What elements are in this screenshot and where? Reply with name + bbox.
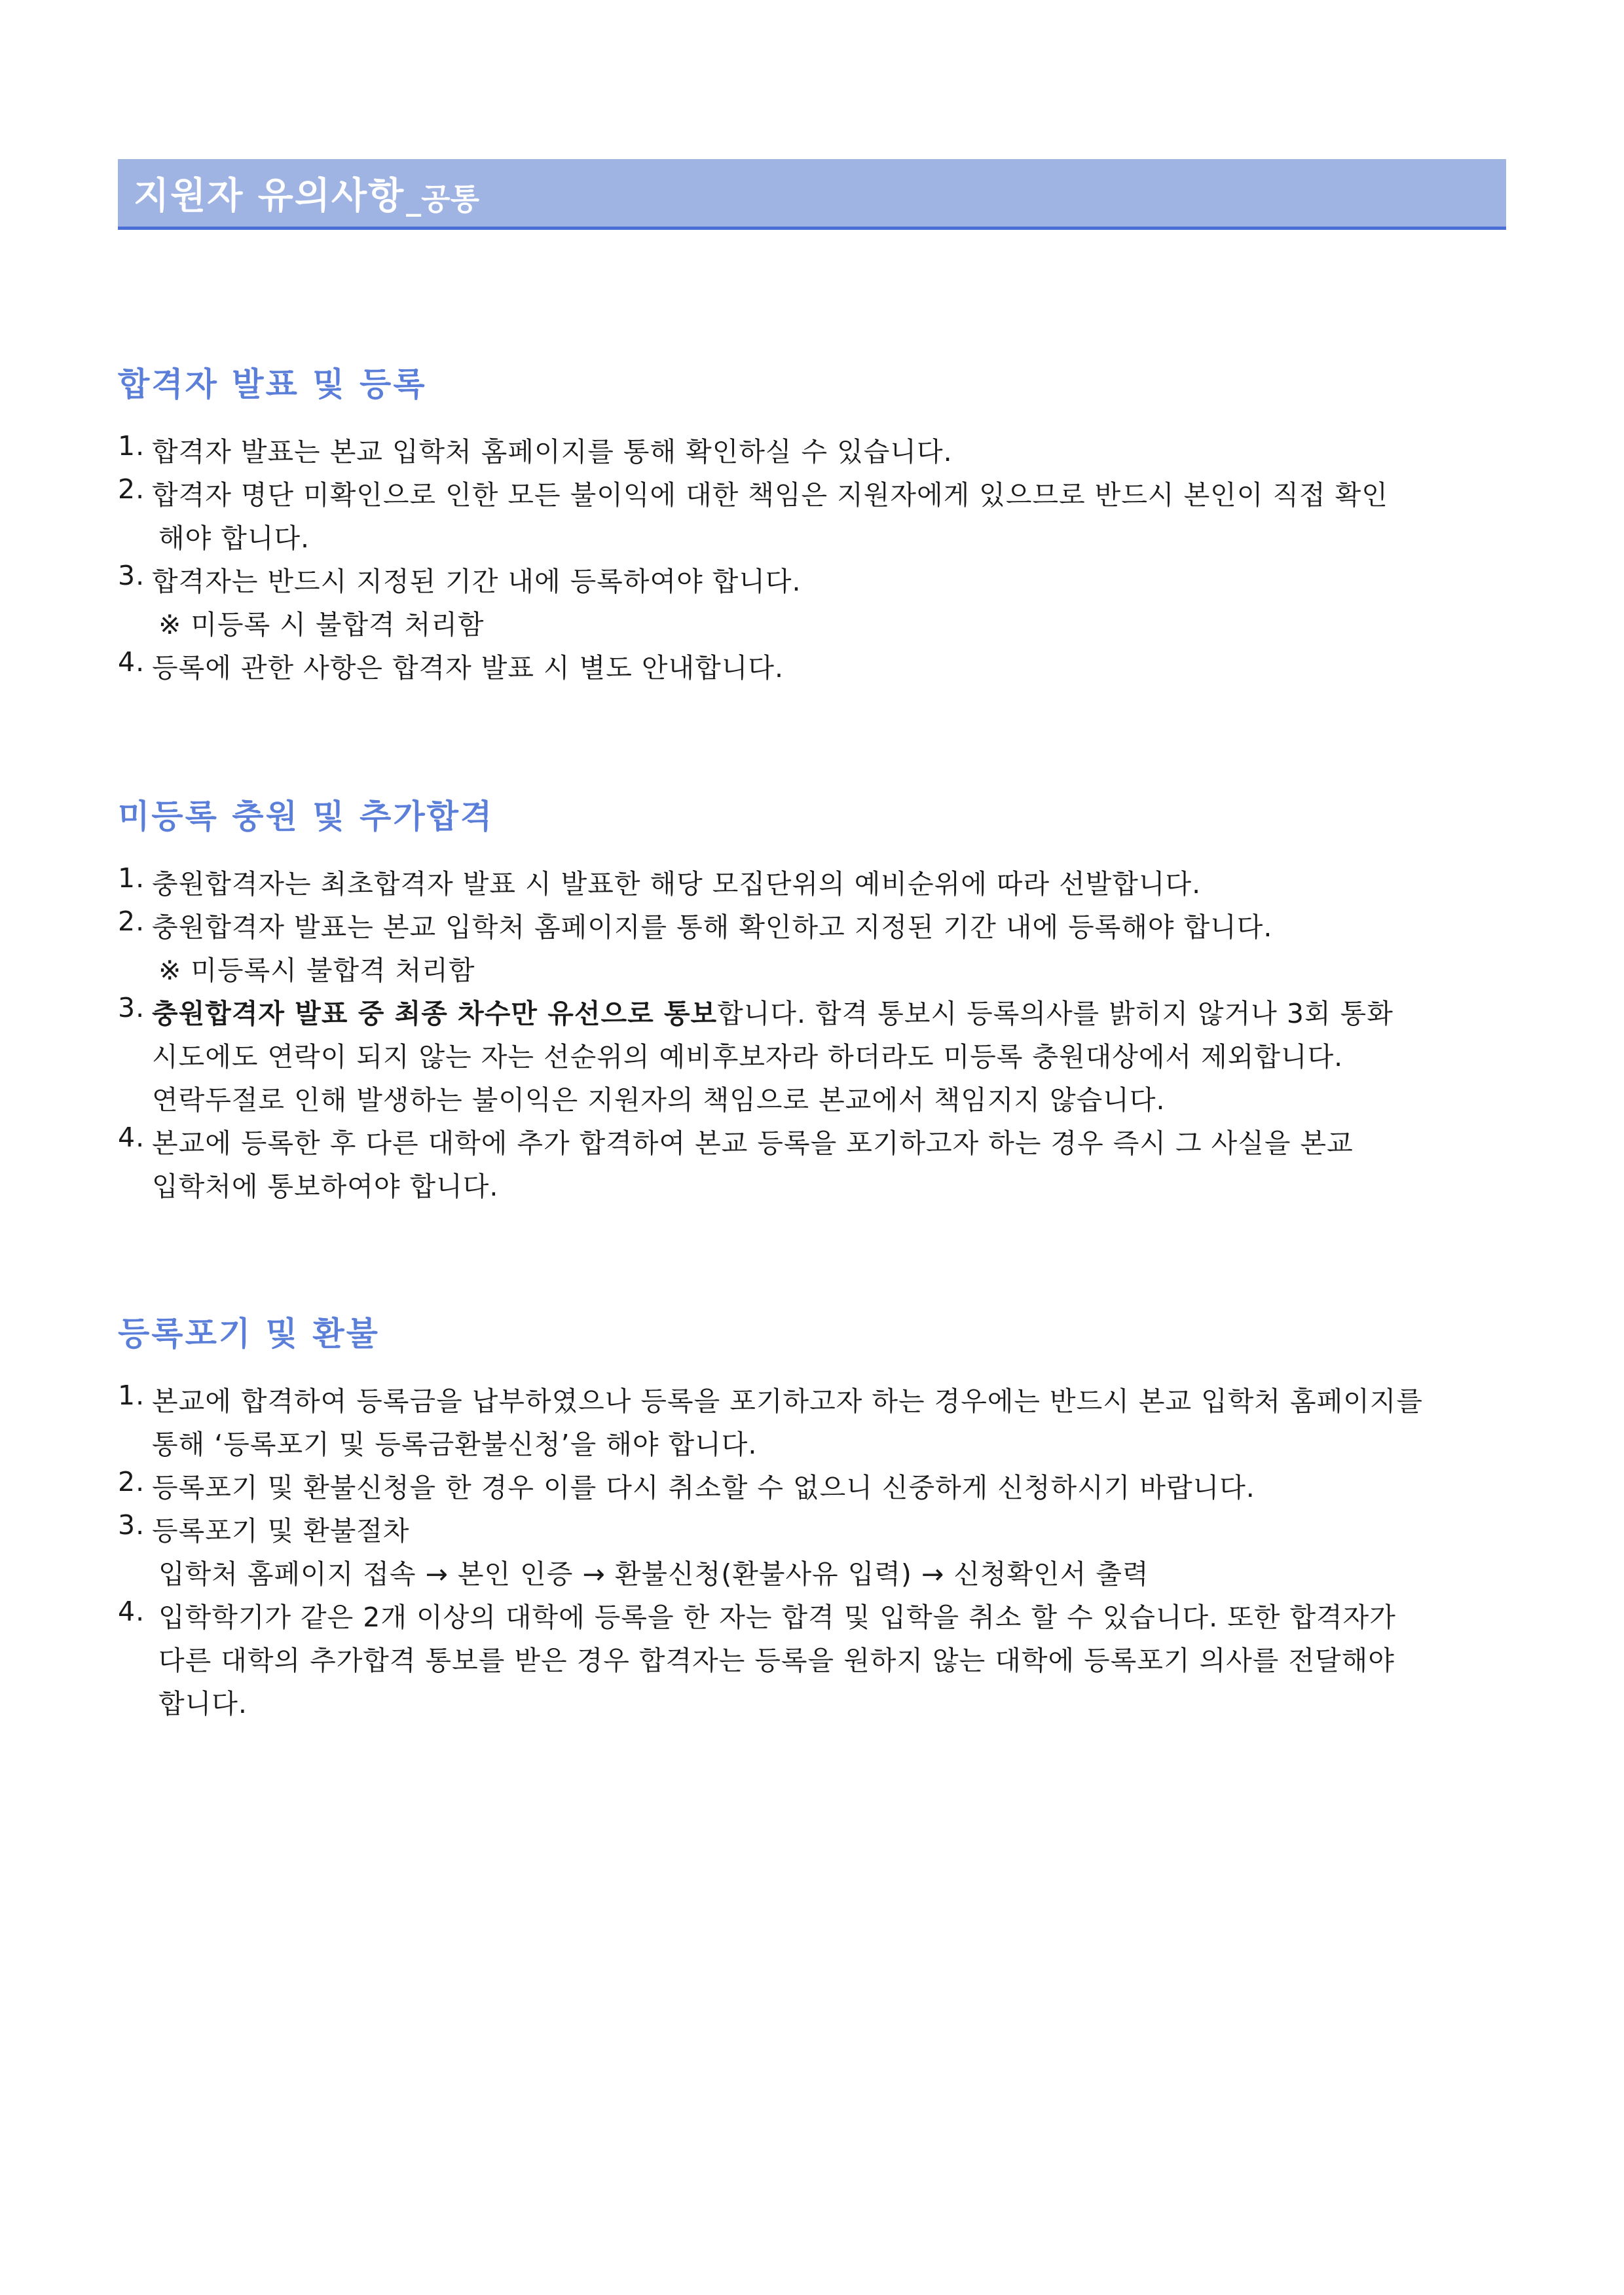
list-item xyxy=(118,1509,1506,1596)
item-list xyxy=(118,430,1506,689)
list-item xyxy=(118,430,1506,473)
item-note: ※ 미등록시 불합격 처리함 xyxy=(158,955,475,986)
list-item xyxy=(118,992,1506,1122)
item-number: 2. xyxy=(118,906,145,937)
section-heading: 합격자 발표 및 등록 xyxy=(118,365,427,403)
list-item xyxy=(118,560,1506,646)
item-number: 1. xyxy=(118,430,145,462)
item-text: 합격자는 반드시 지정된 기간 내에 등록하여야 합니다. xyxy=(152,566,802,597)
item-text: 본교에 합격하여 등록금을 납부하였으나 등록을 포기하고자 하는 경우에는 반드시 본교 입학처 홈페이지를 xyxy=(152,1386,1424,1417)
list-item xyxy=(118,1596,1506,1725)
item-text: 해야 합니다. xyxy=(158,523,310,554)
title-banner xyxy=(118,159,1506,230)
section-cancel-refund xyxy=(118,1313,1506,1725)
list-item xyxy=(118,1380,1506,1466)
item-text: 시도에도 연락이 되지 않는 자는 선순위의 예비후보자라 하더라도 미등록 충원대상에서 제외합니다. xyxy=(152,1041,1344,1073)
section-unregistered-fill xyxy=(118,796,1506,1208)
item-number: 4. xyxy=(118,1122,145,1153)
item-list xyxy=(118,862,1506,1208)
item-bold-text: 충원합격자 발표 중 최종 차수만 유선으로 통보 xyxy=(152,998,718,1029)
item-text: 입학처에 통보하여야 합니다. xyxy=(152,1171,499,1202)
list-item xyxy=(118,1466,1506,1509)
item-text: 합격자 명단 미확인으로 인한 모든 불이익에 대한 책임은 지원자에게 있으므로 반드시 본인이 직접 확인 xyxy=(152,479,1388,511)
section-heading: 미등록 충원 및 추가합격 xyxy=(118,798,494,835)
section-heading: 등록포기 및 환불 xyxy=(118,1315,380,1353)
item-number: 2. xyxy=(118,1466,145,1497)
item-number: 4. xyxy=(118,1596,145,1627)
item-text: 등록에 관한 사항은 합격자 발표 시 별도 안내합니다. xyxy=(152,652,784,684)
item-note: ※ 미등록 시 불합격 처리함 xyxy=(158,609,485,640)
item-text: 등록포기 및 환불절차 xyxy=(152,1515,410,1547)
list-item xyxy=(118,473,1506,560)
item-text: 통해 ‘등록포기 및 등록금환불신청’을 해야 합니다. xyxy=(152,1429,758,1460)
page-title: 지원자 유의사항 xyxy=(134,174,405,217)
list-item xyxy=(118,646,1506,689)
item-text: 충원합격자는 최초합격자 발표 시 발표한 해당 모집단위의 예비순위에 따라 선발합니다. xyxy=(152,868,1202,900)
item-number: 2. xyxy=(118,473,145,505)
item-text: 본교에 등록한 후 다른 대학에 추가 합격하여 본교 등록을 포기하고자 하는 경우 즉시 그 사실을 본교 xyxy=(152,1128,1354,1159)
section-registration xyxy=(118,363,1506,689)
refund-procedure: 입학처 홈페이지 접속 → 본인 인증 → 환불신청(환불사유 입력) → 신청확인서 출력 xyxy=(158,1558,1149,1590)
item-number: 3. xyxy=(118,1509,145,1541)
list-item xyxy=(118,862,1506,906)
item-number: 1. xyxy=(118,862,145,894)
item-number: 3. xyxy=(118,992,145,1023)
item-text: 합격자 발표는 본교 입학처 홈페이지를 통해 확인하실 수 있습니다. xyxy=(152,436,953,468)
item-text: 연락두절로 인해 발생하는 불이익은 지원자의 책임으로 본교에서 책임지지 않습니다. xyxy=(152,1084,1166,1116)
item-text: 등록포기 및 환불신청을 한 경우 이를 다시 취소할 수 없으니 신중하게 신청하시기 바랍니다. xyxy=(152,1472,1255,1503)
list-item xyxy=(118,1122,1506,1208)
item-text: 합니다. 합격 통보시 등록의사를 밝히지 않거나 3회 통화 xyxy=(717,998,1393,1029)
page-title-suffix: _공통 xyxy=(406,181,480,217)
item-list xyxy=(118,1380,1506,1725)
item-text: 충원합격자 발표는 본교 입학처 홈페이지를 통해 확인하고 지정된 기간 내에 등록해야 합니다. xyxy=(152,911,1273,943)
item-text: 다른 대학의 추가합격 통보를 받은 경우 합격자는 등록을 원하지 않는 대학에 등록포기 의사를 전달해야 xyxy=(158,1645,1395,1676)
item-text: 입학학기가 같은 2개 이상의 대학에 등록을 한 자는 합격 및 입학을 취소 할 수 있습니다. 또한 합격자가 xyxy=(158,1602,1396,1633)
item-text: 합니다. xyxy=(158,1688,248,1719)
item-number: 1. xyxy=(118,1380,145,1411)
item-number: 3. xyxy=(118,560,145,591)
item-number: 4. xyxy=(118,646,145,678)
list-item xyxy=(118,906,1506,992)
